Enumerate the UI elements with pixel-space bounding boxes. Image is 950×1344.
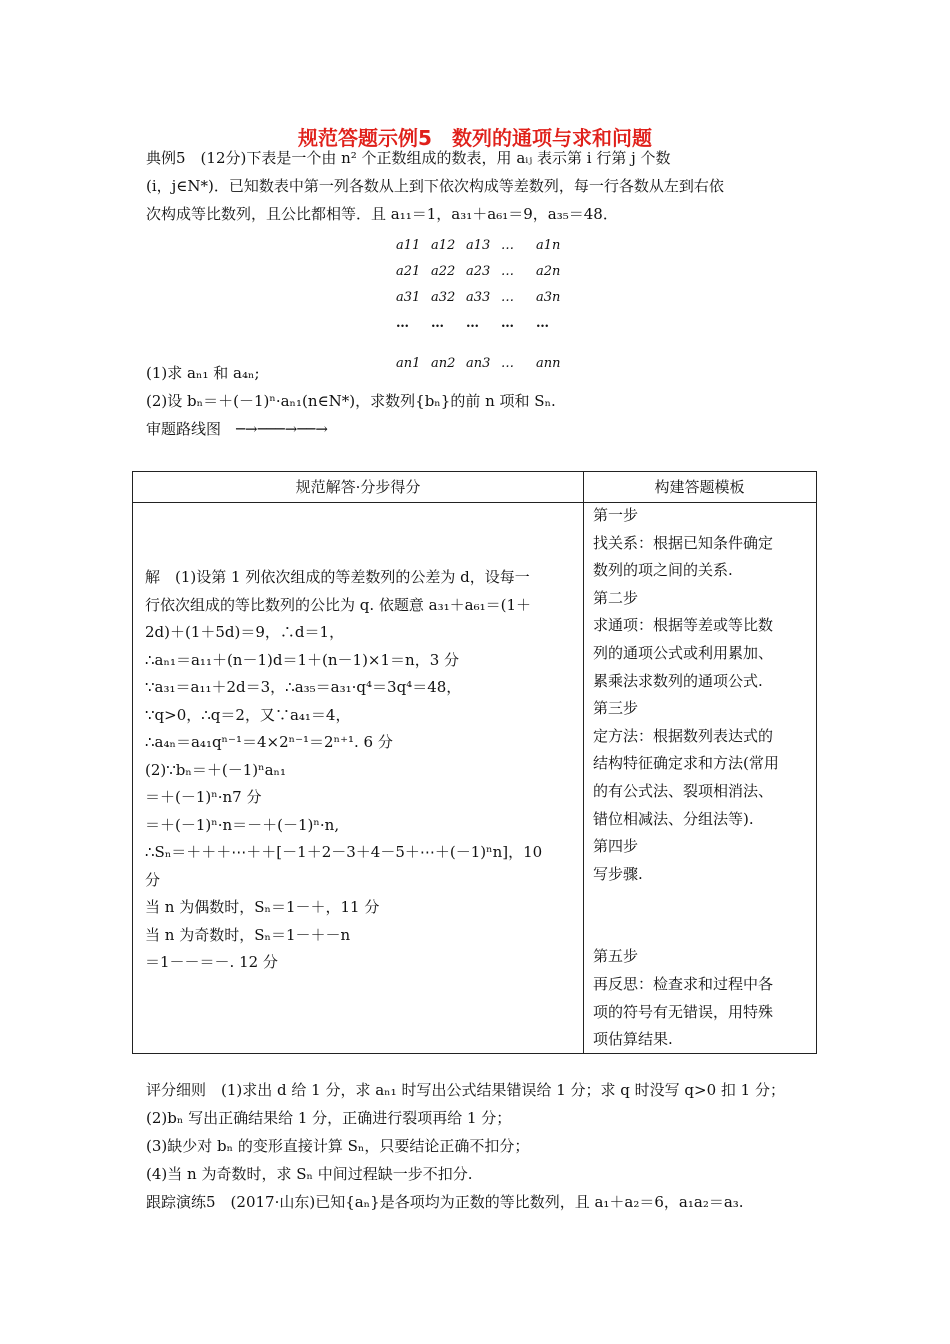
- problem-line-2: (i，j∈N*)．已知数表中第一列各数从上到下依次构成等差数列，每一行各数从左到右依: [146, 177, 724, 195]
- template-line: 错位相减法、分组法等).: [593, 809, 754, 828]
- template-line: 第二步: [593, 588, 639, 607]
- matrix-cell: …: [396, 315, 410, 331]
- solution-line: ＝＋(－1)ⁿ·n7 分: [145, 788, 262, 806]
- table-header-template: 构建答题模板: [654, 478, 745, 496]
- solution-line: 当 n 为奇数时，Sₙ＝1－＋－n: [145, 925, 351, 944]
- solution-line: ∵a₃₁＝a₁₁＋2d＝3，∴a₃₅＝a₃₁·q⁴＝3q⁴＝48，: [145, 678, 462, 696]
- template-cell: [593, 502, 808, 1054]
- roadmap-label: 审题路线图 ─→───→──→: [146, 420, 328, 438]
- matrix-cell: a32: [431, 289, 456, 305]
- solution-line: 分: [145, 870, 161, 889]
- matrix-cell: an3: [466, 355, 491, 371]
- matrix-cell: …: [501, 289, 514, 305]
- solution-line: 解 (1)设第 1 列依次组成的等差数列的公差为 d，设每一: [145, 568, 530, 586]
- template-line: 结构特征确定求和方法(常用: [593, 754, 779, 773]
- template-line: 找关系：根据已知条件确定: [593, 533, 774, 552]
- template-line: 项估算结果.: [593, 1030, 673, 1049]
- matrix-row: [396, 284, 571, 310]
- matrix-cell: …: [501, 237, 514, 253]
- matrix-cell: a1n: [536, 237, 561, 253]
- solution-line: ∴aₙ₁＝a₁₁＋(n－1)d＝1＋(n－1)×1＝n，3 分: [145, 650, 460, 669]
- matrix-row: [396, 350, 571, 376]
- template-line: 第五步: [593, 947, 639, 966]
- template-line: 求通项：根据等差或等比数: [593, 616, 774, 635]
- matrix-cell: …: [431, 315, 445, 331]
- matrix-cell: a2n: [536, 263, 561, 279]
- matrix-cell: …: [501, 315, 515, 331]
- template-line: 的有公式法、裂项相消法、: [593, 781, 774, 800]
- template-line: 写步骤.: [593, 864, 643, 883]
- template-line: 第三步: [593, 699, 639, 718]
- template-line: 列的通项公式或利用累加、: [593, 643, 774, 662]
- problem-line-1: 典例5 (12分)下表是一个由 n² 个正数组成的数表，用 aᵢⱼ 表示第 i 行第 j 个数: [146, 149, 671, 167]
- template-line: 定方法：根据数列表达式的: [593, 726, 774, 745]
- template-line: 再反思：检查求和过程中各: [593, 974, 774, 993]
- template-line: 数列的项之间的关系.: [593, 561, 733, 580]
- matrix-cell: a21: [396, 263, 421, 279]
- matrix-cell: a12: [431, 237, 456, 253]
- matrix-row: [396, 258, 571, 284]
- template-line: 项的符号有无错误，用特殊: [593, 1002, 774, 1021]
- matrix-cell: ann: [536, 355, 561, 371]
- template-line: 第一步: [593, 506, 639, 524]
- page-title: 规范答题示例5 数列的通项与求和问题: [298, 126, 652, 150]
- matrix-cell: …: [466, 315, 480, 331]
- solution-line: 2d)＋(1＋5d)＝9，∴d＝1，: [145, 623, 345, 641]
- matrix-cell: a33: [466, 289, 491, 305]
- grading-line-4: (4)当 n 为奇数时，求 Sₙ 中间过程缺一步不扣分.: [146, 1165, 473, 1183]
- matrix-cell: an2: [431, 355, 456, 371]
- solution-line: ∵q>0，∴q＝2，又∵a₄₁＝4，: [145, 705, 351, 724]
- matrix-cell: a22: [431, 263, 456, 279]
- solution-cell: [145, 564, 575, 977]
- grading-line-3: (3)缺少对 bₙ 的变形直接计算 Sₙ，只要结论正确不扣分；: [146, 1137, 530, 1155]
- template-line: 累乘法求数列的通项公式.: [593, 671, 763, 690]
- solution-line: ∴Sₙ＝＋＋＋⋯＋＋[－1＋2－3＋4－5＋⋯＋(－1)ⁿn]，10: [145, 843, 543, 861]
- template-line: 第四步: [593, 837, 639, 856]
- table-header-solution: 规范解答·分步得分: [295, 478, 421, 496]
- matrix-row: [396, 310, 571, 336]
- matrix-cell: an1: [396, 355, 421, 371]
- solution-line: 行依次组成的等比数列的公比为 q. 依题意 a₃₁＋a₆₁＝(1＋: [145, 595, 532, 614]
- matrix-cell: a13: [466, 237, 491, 253]
- question-2: (2)设 bₙ＝＋(－1)ⁿ·aₙ₁(n∈N*)，求数列{bₙ}的前 n 项和 Sₙ.: [146, 392, 556, 410]
- solution-line: ＝＋(－1)ⁿ·n＝－＋(－1)ⁿ·n,: [145, 815, 340, 834]
- follow-up-exercise: 跟踪演练5 (2017·山东)已知{aₙ}是各项均为正数的等比数列，且 a₁＋a₂＝6，a₁a₂＝a₃.: [146, 1193, 744, 1211]
- grading-line-2: (2)bₙ 写出正确结果给 1 分，正确进行裂项再给 1 分；: [146, 1109, 512, 1127]
- solution-line: 当 n 为偶数时，Sₙ＝1－＋，11 分: [145, 898, 380, 916]
- question-1: (1)求 aₙ₁ 和 a₄ₙ;: [146, 364, 260, 382]
- number-table-matrix: [396, 232, 571, 376]
- matrix-cell: …: [501, 355, 514, 371]
- matrix-cell: …: [536, 315, 550, 331]
- grading-line-1: 评分细则 (1)求出 d 给 1 分，求 aₙ₁ 时写出公式结果错误给 1 分；求 q 时没写 q>0 扣 1 分；: [146, 1081, 785, 1099]
- matrix-cell: a31: [396, 289, 421, 305]
- matrix-row: [396, 232, 571, 258]
- solution-line: ＝1－－＝－. 12 分: [145, 953, 278, 971]
- problem-line-3: 次构成等比数列，且公比都相等．且 a₁₁＝1，a₃₁＋a₆₁＝9，a₃₅＝48．: [146, 205, 618, 223]
- matrix-cell: a23: [466, 263, 491, 279]
- solution-table: [132, 471, 817, 1054]
- matrix-cell: a11: [396, 237, 421, 253]
- matrix-cell: a3n: [536, 289, 561, 305]
- matrix-cell: …: [501, 263, 514, 279]
- solution-line: ∴a₄ₙ＝a₄₁qⁿ⁻¹＝4×2ⁿ⁻¹＝2ⁿ⁺¹. 6 分: [145, 733, 393, 751]
- solution-line: (2)∵bₙ＝＋(－1)ⁿaₙ₁: [145, 760, 287, 779]
